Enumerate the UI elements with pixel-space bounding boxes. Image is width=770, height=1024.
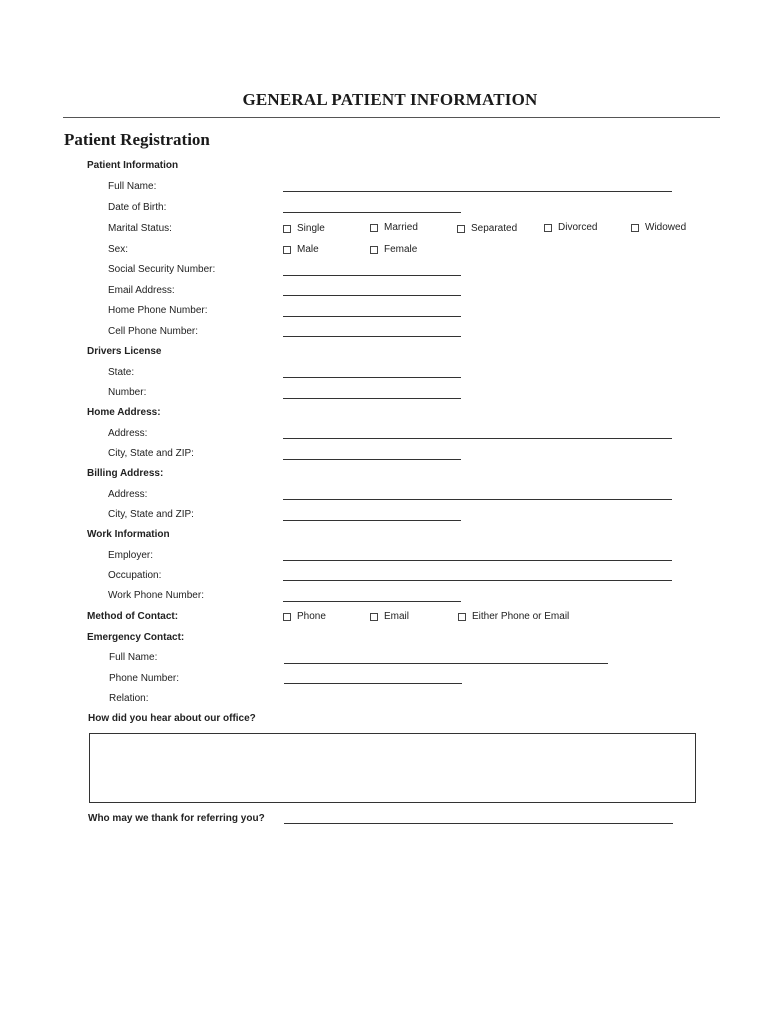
marital-separated-option[interactable] xyxy=(457,223,517,234)
employer-field[interactable] xyxy=(283,560,672,561)
checkbox-icon[interactable] xyxy=(631,224,639,232)
home-city-field[interactable] xyxy=(283,459,461,460)
option-label: Female xyxy=(384,244,418,255)
home-address-field[interactable] xyxy=(283,438,672,439)
home-phone-field[interactable] xyxy=(283,316,461,317)
emergency-phone-label: Phone Number: xyxy=(109,673,180,684)
emergency-name-label: Full Name: xyxy=(109,652,158,663)
billing-address-label: Address: xyxy=(108,489,148,500)
form-title: GENERAL PATIENT INFORMATION xyxy=(242,90,538,109)
patient-info-heading: Patient Information xyxy=(87,160,179,171)
hear-about-heading: How did you hear about our office? xyxy=(88,713,256,724)
home-address-heading: Home Address: xyxy=(87,407,161,418)
ssn-label: Social Security Number: xyxy=(108,264,216,275)
title-divider xyxy=(63,117,720,118)
billing-city-field[interactable] xyxy=(283,520,461,521)
option-label: Phone xyxy=(297,611,326,622)
checkbox-icon[interactable] xyxy=(370,246,378,254)
option-label: Email xyxy=(384,611,410,622)
billing-address-field[interactable] xyxy=(283,499,672,500)
home-address-label: Address: xyxy=(108,428,148,439)
checkbox-icon[interactable] xyxy=(283,246,291,254)
emergency-contact-heading: Emergency Contact: xyxy=(87,632,185,643)
hear-about-textarea[interactable] xyxy=(89,733,696,803)
occupation-label: Occupation: xyxy=(108,570,162,581)
checkbox-icon[interactable] xyxy=(283,225,291,233)
option-label: Married xyxy=(384,222,418,233)
marital-married-option[interactable] xyxy=(370,222,418,233)
full-name-label: Full Name: xyxy=(108,181,157,192)
checkbox-icon[interactable] xyxy=(283,613,291,621)
checkbox-icon[interactable] xyxy=(544,224,552,232)
work-phone-label: Work Phone Number: xyxy=(108,590,204,601)
referral-field[interactable] xyxy=(284,823,673,824)
option-label: Male xyxy=(297,244,319,255)
dl-number-field[interactable] xyxy=(283,398,461,399)
section-title: Patient Registration xyxy=(64,130,210,149)
emergency-relation-label: Relation: xyxy=(109,693,149,704)
work-info-heading: Work Information xyxy=(87,529,170,540)
checkbox-icon[interactable] xyxy=(370,613,378,621)
sex-male-option[interactable] xyxy=(283,244,319,255)
emergency-phone-field[interactable] xyxy=(284,683,462,684)
dl-number-label: Number: xyxy=(108,387,147,398)
contact-either-option[interactable] xyxy=(458,611,569,622)
billing-city-label: City, State and ZIP: xyxy=(108,509,194,520)
work-phone-field[interactable] xyxy=(283,601,461,602)
checkbox-icon[interactable] xyxy=(458,613,466,621)
full-name-field[interactable] xyxy=(283,191,672,192)
emergency-name-field[interactable] xyxy=(284,663,608,664)
marital-widowed-option[interactable] xyxy=(631,222,686,233)
marital-status-label: Marital Status: xyxy=(108,223,172,234)
cell-phone-label: Cell Phone Number: xyxy=(108,326,199,337)
email-label: Email Address: xyxy=(108,285,175,296)
email-field[interactable] xyxy=(283,295,461,296)
marital-single-option[interactable] xyxy=(283,223,325,234)
contact-email-option[interactable] xyxy=(370,611,409,622)
option-label: Widowed xyxy=(645,222,687,233)
dl-state-label: State: xyxy=(108,367,135,378)
contact-method-heading: Method of Contact: xyxy=(87,611,179,622)
sex-label: Sex: xyxy=(108,244,129,255)
occupation-field[interactable] xyxy=(283,580,672,581)
home-city-label: City, State and ZIP: xyxy=(108,448,194,459)
ssn-field[interactable] xyxy=(283,275,461,276)
cell-phone-field[interactable] xyxy=(283,336,461,337)
sex-female-option[interactable] xyxy=(370,244,417,255)
referral-label: Who may we thank for referring you? xyxy=(88,813,265,824)
home-phone-label: Home Phone Number: xyxy=(108,305,208,316)
option-label: Divorced xyxy=(558,222,598,233)
option-label: Single xyxy=(297,223,325,234)
billing-address-heading: Billing Address: xyxy=(87,468,164,479)
checkbox-icon[interactable] xyxy=(370,224,378,232)
employer-label: Employer: xyxy=(108,550,154,561)
dob-field[interactable] xyxy=(283,212,461,213)
option-label: Either Phone or Email xyxy=(472,611,570,622)
contact-phone-option[interactable] xyxy=(283,611,326,622)
dob-label: Date of Birth: xyxy=(108,202,167,213)
marital-divorced-option[interactable] xyxy=(544,222,597,233)
checkbox-icon[interactable] xyxy=(457,225,465,233)
drivers-license-heading: Drivers License xyxy=(87,346,162,357)
dl-state-field[interactable] xyxy=(283,377,461,378)
option-label: Separated xyxy=(471,223,518,234)
